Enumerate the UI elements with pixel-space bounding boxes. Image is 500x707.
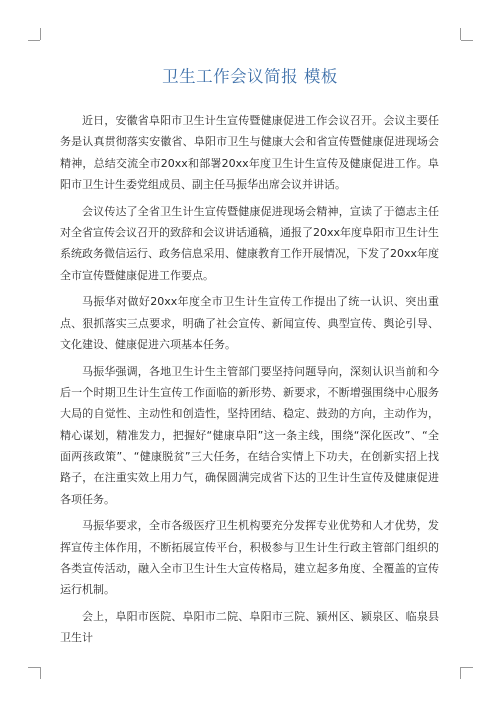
document-title: 卫生工作会议简报 模板 — [162, 67, 338, 86]
paragraph: 马振华对做好20xx年度全市卫生计生宣传工作提出了统一认识、突出重点、狠抓落实三点要求，明确了社会宣传、新闻宣传、典型宣传、舆论引导、文化建设、健康促进六项基本任务。 — [60, 295, 439, 351]
crop-mark-top-right-v — [460, 28, 461, 40]
crop-mark-bottom-right-h — [461, 667, 473, 668]
paragraph: 近日，安徽省阜阳市卫生计生宣传暨健康促进工作会议召开。会议主要任务是认真贯彻落实安徽省、阜阳市卫生与健康大会和省宣传暨健康促进现场会精神，总结交流全市20xx和部署20xx年度卫生计生宣传及健康促进工作。阜阳市卫生计生委党组成员、副主任马振华出席会议并讲话。 — [60, 114, 439, 191]
paragraph: 马振华强调，各地卫生计生主管部门要坚持问题导向，深刻认识当前和今后一个时期卫生计生宣传工作面临的新形势、新要求，不断增强围绕中心服务大局的自觉性、主动性和创造性，坚持团结、稳定、鼓劲的方向，主动作为，精心谋划，精准发力，把握好“健康阜阳”这一条主线，围绕“深化医改”、“全面两孩政策”、“健康脱贫”三大任务，在结合实情上下功夫，在创新实招上找路子，在注重实效上用力气，确保圆满完成省下达的卫生计生宣传及健康促进各项任务。 — [60, 364, 439, 506]
paragraph: 马振华要求，全市各级医疗卫生机构要充分发挥专业优势和人才优势，发挥宣传主体作用，不断拓展宣传平台，积极参与卫生计生行政主管部门组织的各类宣传活动，融入全市卫生计生大宣传格局，建立起多角度、全覆盖的宣传运行机制。 — [60, 519, 439, 597]
crop-mark-bottom-left-h — [28, 667, 40, 668]
crop-mark-top-right-h — [461, 40, 473, 41]
crop-mark-top-left-h — [28, 40, 40, 41]
crop-mark-bottom-right-v — [460, 667, 461, 679]
crop-mark-top-left-v — [40, 28, 41, 40]
crop-mark-bottom-left-v — [40, 667, 41, 679]
paragraph: 会议传达了全省卫生计生宣传暨健康促进现场会精神，宣读了于德志主任对全省宣传会议召开的致辞和会议讲话通稿，通报了20xx年度阜阳市卫生计生系统政务微信运行、政务信息采用、健康教育工作开展情况，下发了20xx年度全市宣传暨健康促进工作要点。 — [60, 204, 440, 282]
document-body — [60, 110, 439, 654]
paragraph: 会上，阜阳市医院、阜阳市二院、阜阳市三院、颍州区、颍泉区、临泉县卫生计 — [60, 610, 439, 645]
